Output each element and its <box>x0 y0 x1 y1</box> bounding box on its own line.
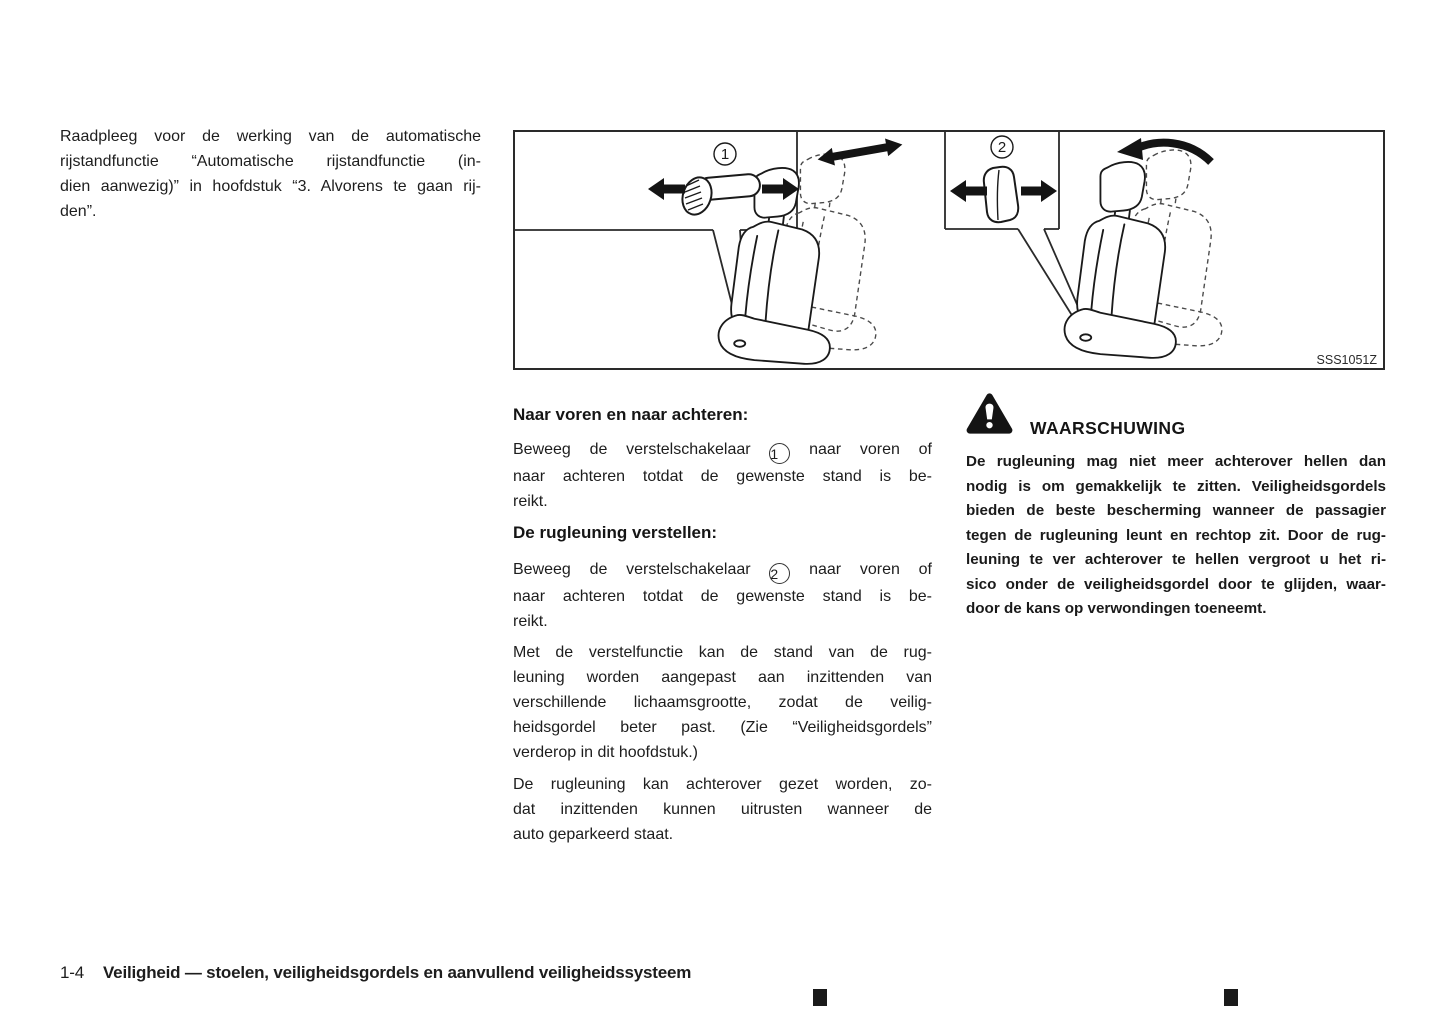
text-line: reikt. <box>513 492 548 510</box>
callout-2 <box>991 136 1013 158</box>
page-number: 1-4 <box>60 963 84 982</box>
svg-text:1: 1 <box>720 146 730 163</box>
figure-border <box>514 131 1384 369</box>
seat-outline <box>1065 162 1176 358</box>
text-line: De rugleuning mag niet meer achterover hellen dan <box>966 453 1386 470</box>
seat-adjustment-illustration <box>513 130 1385 370</box>
warning-body <box>966 450 1386 622</box>
page-footer <box>60 962 691 984</box>
print-registration-mark <box>1224 989 1238 1006</box>
text-line: verderop in dit hoofdstuk.) <box>513 744 698 761</box>
text-line: verschillende lichaamsgrootte, zodat de veilig- <box>513 694 932 711</box>
slide-direction-arrow <box>816 136 904 169</box>
text-line: dat inzittenden kunnen uitrusten wanneer de <box>513 801 932 818</box>
text-span: naar voren of <box>809 561 932 578</box>
arrow-right-icon <box>1021 180 1057 202</box>
text-line: sico onder de veiligheidsgordel door te glijden, waar- <box>966 575 1386 593</box>
text-line: door de kans op verwondingen toeneemt. <box>966 600 1267 617</box>
paragraph-recline-note <box>513 772 932 847</box>
text-line: tegen de rugleuning leunt en rechtop zit. Door de rug- <box>966 526 1386 544</box>
text-line: bieden de beste bescherming wanneer de passagier <box>966 502 1386 519</box>
arrow-left-icon <box>950 180 987 202</box>
text-line: Raadpleeg voor de werking van de automatische <box>60 128 481 145</box>
text-line: Met de verstelfunctie kan de stand van de rug- <box>513 644 932 661</box>
text-span: naar voren of <box>809 441 932 458</box>
text-line: reikt. <box>513 612 548 630</box>
paragraph-adjust-note <box>513 640 932 765</box>
recline-direction-arrow <box>1117 138 1211 162</box>
recline-switch-icon <box>984 167 1018 222</box>
text-line: dien aanwezig)” in hoofdstuk “3. Alvorens te gaan rij- <box>60 178 481 195</box>
figure-panel-forward-back <box>515 132 904 364</box>
text-line: heidsgordel beter past. (Zie “Veiligheidsgordels” <box>513 719 932 736</box>
warning-triangle-icon <box>966 392 1013 440</box>
seat-adjustment-figure <box>513 130 1385 370</box>
text-line: nodig is om gemakkelijk te zitten. Veiligheidsgordels <box>966 477 1386 495</box>
section-heading-recline: De rugleuning verstellen: <box>513 523 718 542</box>
text-line <box>513 437 932 464</box>
section-heading-forward-back: Naar voren en naar achteren: <box>513 405 749 424</box>
figure-panel-recline <box>945 132 1222 358</box>
text-line: auto geparkeerd staat. <box>513 826 674 843</box>
figure-caption: SSS1051Z <box>1316 353 1377 367</box>
print-registration-mark <box>813 989 827 1006</box>
callout-1 <box>714 143 736 165</box>
text-span: Beweeg de verstelschakelaar <box>513 561 751 578</box>
callout-2-inline: 2 <box>769 563 790 584</box>
intro-paragraph <box>60 124 481 224</box>
text-line: den”. <box>60 203 97 220</box>
slide-switch-icon <box>678 173 761 218</box>
footer-chapter-title: Veiligheid — stoelen, veiligheidsgordels en aanvullend veiligheidssysteem <box>102 963 692 982</box>
warning-title: WAARSCHUWING <box>1030 417 1186 438</box>
text-span: Beweeg de verstelschakelaar <box>513 441 751 458</box>
text-line: leuning te ver achterover te hellen vergroot u het ri- <box>966 551 1386 568</box>
text-line: leuning worden aangepast aan inzittenden van <box>513 669 932 686</box>
text-line: rijstandfunctie “Automatische rijstandfunctie (in- <box>60 153 481 170</box>
text-line <box>513 557 932 584</box>
text-line: naar achteren totdat de gewenste stand is be- <box>513 467 932 485</box>
svg-text:2: 2 <box>997 139 1007 156</box>
paragraph-recline <box>513 557 932 634</box>
arrow-left-icon <box>648 178 685 200</box>
text-line: De rugleuning kan achterover gezet worden, zo- <box>513 776 932 793</box>
callout-1-inline: 1 <box>769 443 790 464</box>
paragraph-forward-back <box>513 437 932 514</box>
warning-header <box>966 392 1386 440</box>
text-line: naar achteren totdat de gewenste stand is be- <box>513 587 932 605</box>
